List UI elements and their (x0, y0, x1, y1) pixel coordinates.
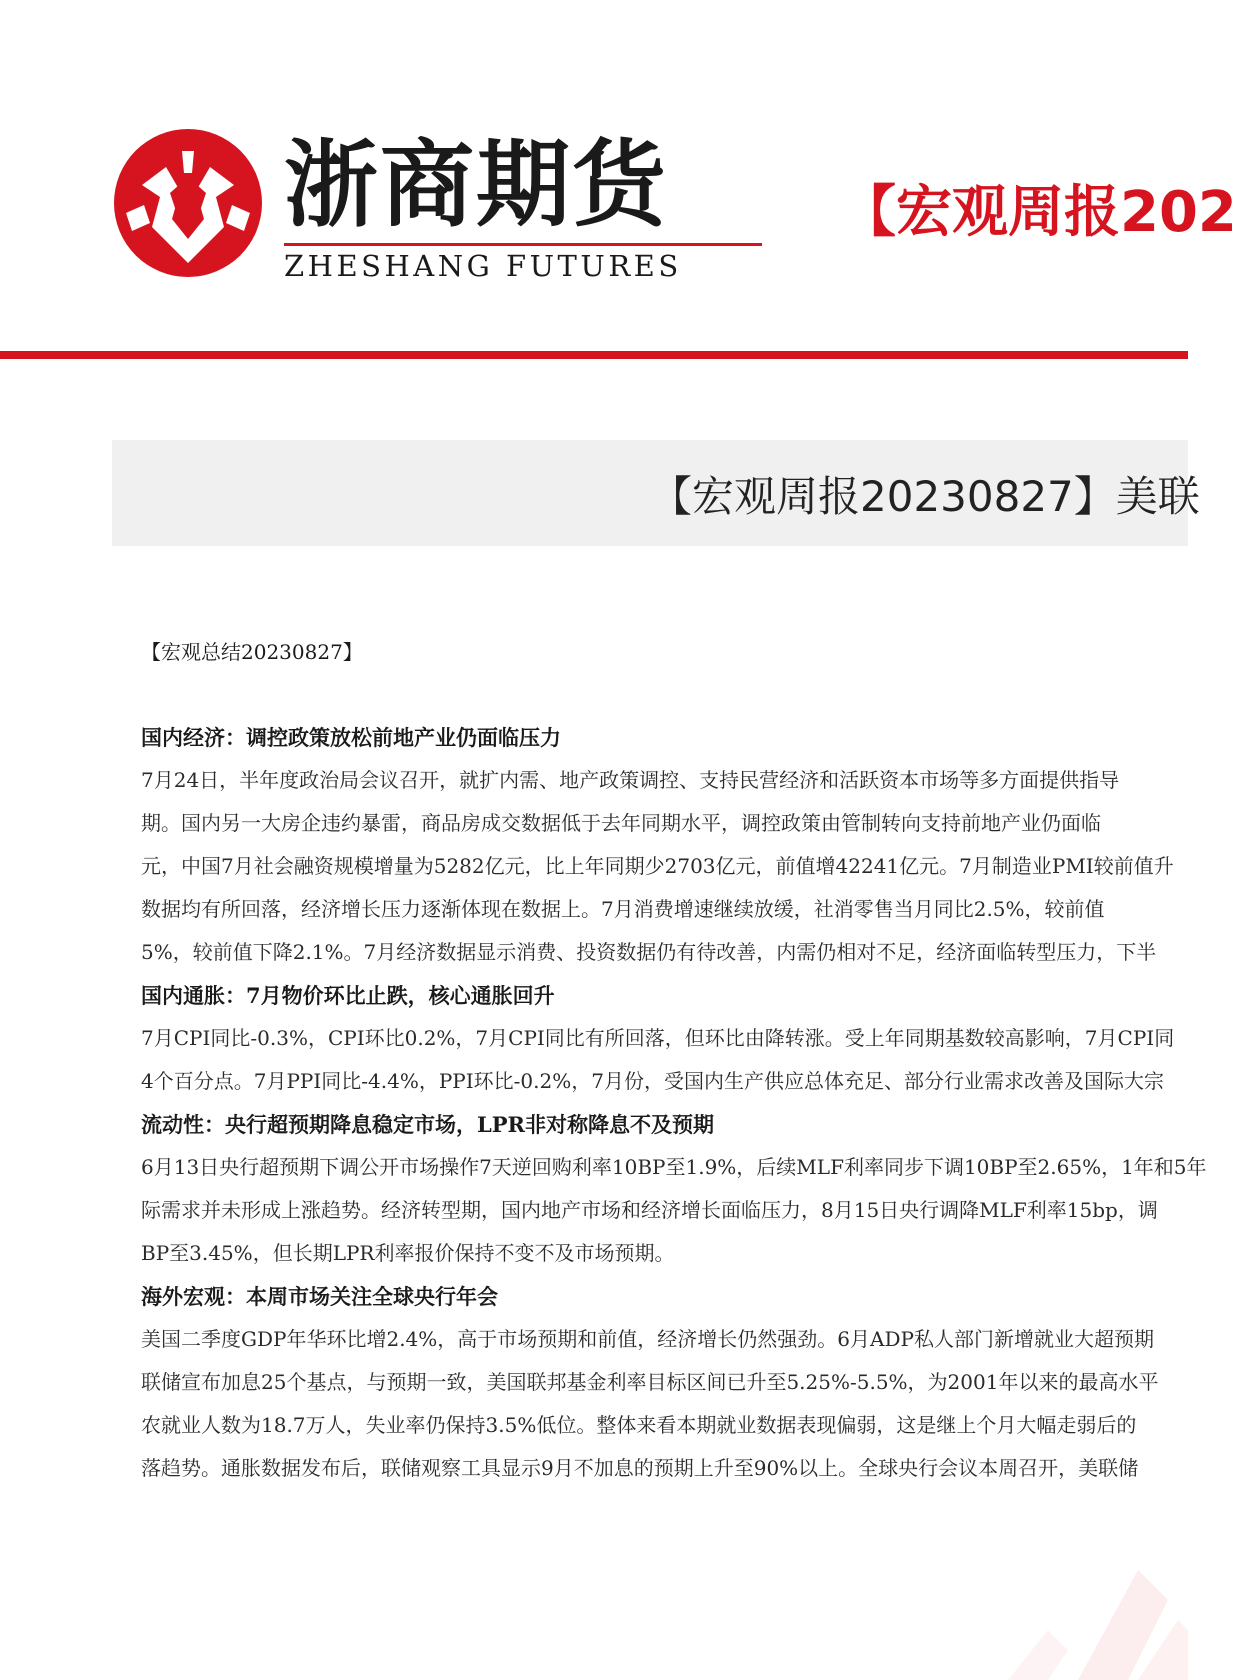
watermark-icon (928, 1450, 1188, 1680)
section-liquidity (141, 1103, 1207, 1275)
paragraph-line: 6月13日央行超预期下调公开市场操作7天逆回购利率10BP至1.9%，后续MLF利率同步下调10BP至2.65%，1年和5年 (141, 1155, 1207, 1179)
paragraph-line: 7月24日，半年度政治局会议召开，就扩内需、地产政策调控、支持民营经济和活跃资本市场等多方面提供指导 (141, 768, 1120, 792)
report-title-band (112, 440, 1200, 546)
paragraph-line: 美国二季度GDP年华环比增2.4%，高于市场预期和前值，经济增长仍然强劲。6月ADP私人部门新增就业大超预期 (141, 1327, 1154, 1351)
company-logo (112, 127, 682, 283)
report-content (141, 632, 1207, 1512)
paragraph-line: 际需求并未形成上涨趋势。经济转型期，国内地产市场和经济增长面临压力，8月15日央行调降MLF利率15bp，调 (141, 1198, 1158, 1222)
logo-underline (284, 243, 762, 246)
paragraph-line: 5%，较前值下降2.1%。7月经济数据显示消费、投资数据仍有待改善，内需仍相对不足，经济面临转型压力，下半 (141, 940, 1157, 964)
logo-english-name: ZHESHANG FUTURES (284, 249, 682, 283)
paragraph-line: 7月CPI同比-0.3%，CPI环比0.2%，7月CPI同比有所回落，但环比由降转涨。受上年同期基数较高影响，7月CPI同 (141, 1026, 1175, 1050)
report-title: 【宏观周报20230827】美联 (650, 472, 1200, 521)
paragraph-line: 元，中国7月社会融资规模增量为5282亿元，比上年同期少2703亿元，前值增42241亿元。7月制造业PMI较前值升 (141, 854, 1174, 878)
summary-label: 【宏观总结20230827】 (141, 640, 363, 664)
zheshang-logo-mark-icon (112, 127, 264, 279)
logo-chinese-name: 浙商期货 (284, 131, 669, 240)
section-domestic-inflation (141, 974, 1188, 1103)
header-divider (0, 351, 1188, 359)
paragraph-line: BP至3.45%，但长期LPR利率报价保持不变不及市场预期。 (141, 1241, 675, 1265)
paragraph-line: 落趋势。通胀数据发布后，联储观察工具显示9月不加息的预期上升至90%以上。全球央行会议本周召开，美联储 (141, 1456, 1139, 1480)
paragraph-line: 农就业人数为18.7万人，失业率仍保持3.5%低位。整体来看本期就业数据表现偏弱，这是继上个月大幅走弱后的 (141, 1413, 1137, 1437)
section-heading: 国内经济：调控政策放松前地产业仍面临压力 (141, 725, 561, 750)
section-domestic-economy (141, 716, 1188, 974)
section-heading: 国内通胀：7月物价环比止跌，核心通胀回升 (141, 983, 555, 1008)
header-report-title: 【宏观周报202 (840, 180, 1237, 245)
paragraph-line: 数据均有所回落，经济增长压力逐渐体现在数据上。7月消费增速继续放缓，社消零售当月同比2.5%，较前值 (141, 897, 1105, 921)
paragraph-line: 期。国内另一大房企违约暴雷，商品房成交数据低于去年同期水平，调控政策由管制转向支持前地产业仍面临 (141, 811, 1101, 835)
section-heading: 海外宏观：本周市场关注全球央行年会 (141, 1284, 498, 1309)
section-heading: 流动性：央行超预期降息稳定市场，LPR非对称降息不及预期 (141, 1112, 715, 1137)
paragraph-line: 4个百分点。7月PPI同比-4.4%，PPI环比-0.2%，7月份，受国内生产供应总体充足、部分行业需求改善及国际大宗 (141, 1069, 1164, 1093)
paragraph-line: 联储宣布加息25个基点，与预期一致，美国联邦基金利率目标区间已升至5.25%-5.5%，为2001年以来的最高水平 (141, 1370, 1159, 1394)
